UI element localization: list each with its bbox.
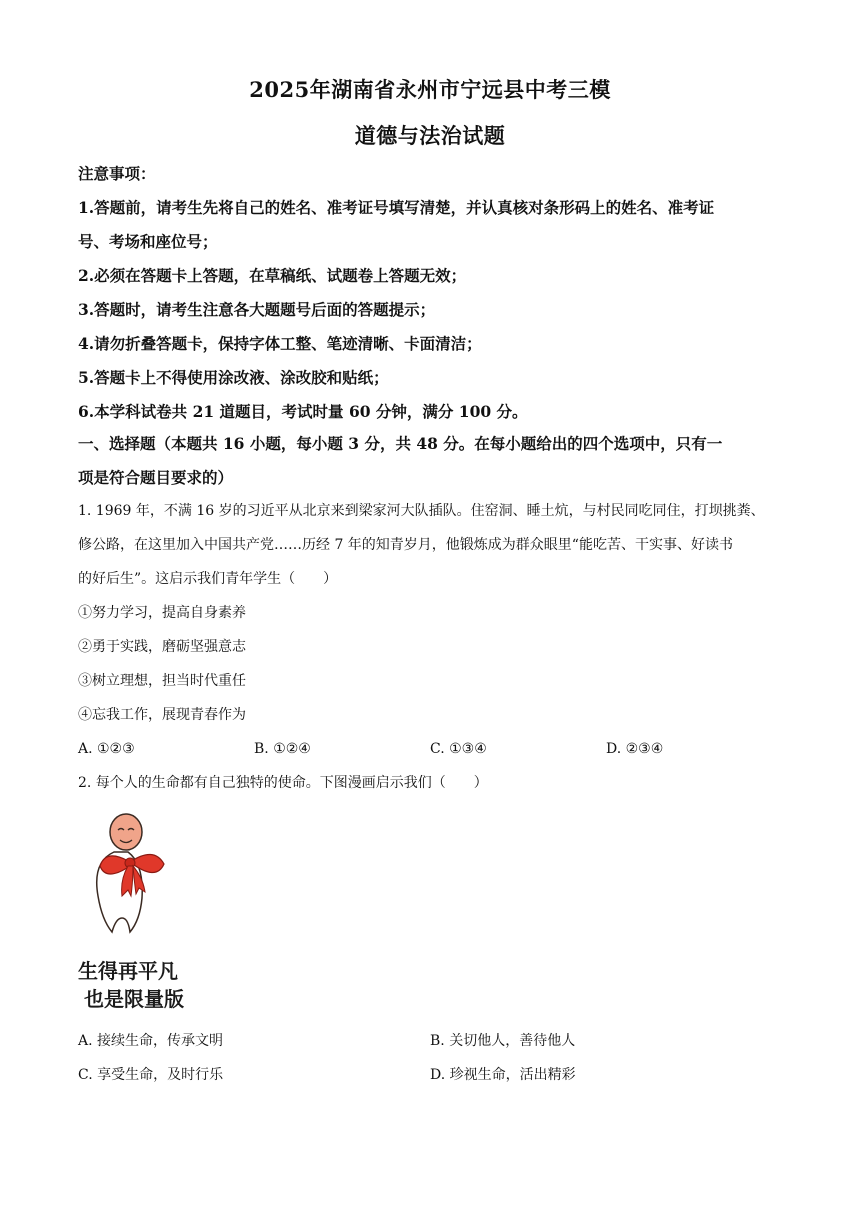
question-1-statement-3: ③树立理想，担当时代重任: [78, 673, 246, 689]
notice-item-3: 3.答题时，请考生注意各大题题号后面的答题提示；: [78, 300, 436, 319]
question-2-option-b: B. 关切他人，善待他人: [430, 1033, 576, 1049]
question-1-option-a: A. ①②③: [78, 741, 135, 757]
question-1-statement-2: ②勇于实践，磨砺坚强意志: [78, 639, 246, 655]
notice-item-1-line-2: 号、考场和座位号；: [78, 232, 218, 251]
notice-item-2: 2.必须在答题卡上答题，在草稿纸、试题卷上答题无效；: [78, 266, 467, 285]
section-1-heading-line-2: 项是符合题目要求的）: [78, 468, 234, 487]
question-2-stem: 2. 每个人的生命都有自己独特的使命。下图漫画启示我们（ ）: [78, 775, 488, 791]
cartoon-caption-line-2: 也是限量版: [84, 987, 184, 1011]
exam-subtitle: 道德与法治试题: [354, 123, 506, 148]
notice-item-5: 5.答题卡上不得使用涂改液、涂改胶和贴纸；: [78, 368, 389, 387]
question-1-stem-line-3: 的好后生”。这启示我们青年学生（ ）: [78, 571, 338, 587]
notice-heading: 注意事项：: [78, 164, 156, 183]
question-1-option-d: D. ②③④: [606, 741, 664, 757]
cartoon-image: [78, 808, 208, 1018]
cartoon-caption-line-1: 生得再平凡: [78, 959, 178, 983]
cartoon-figure-icon: [78, 808, 208, 1018]
question-2-option-a: A. 接续生命，传承文明: [78, 1033, 224, 1049]
notice-item-4: 4.请勿折叠答题卡，保持字体工整、笔迹清晰、卡面清洁；: [78, 334, 482, 353]
exam-title: 2025年湖南省永州市宁远县中考三模: [249, 77, 611, 102]
question-2-option-c: C. 享受生命，及时行乐: [78, 1067, 224, 1083]
section-1-heading-line-1: 一、选择题（本题共 16 小题，每小题 3 分，共 48 分。在每小题给出的四个选项中，只有一: [78, 434, 723, 453]
question-2-option-d: D. 珍视生命，活出精彩: [430, 1067, 576, 1083]
notice-item-6: 6.本学科试卷共 21 道题目，考试时量 60 分钟，满分 100 分。: [78, 402, 528, 421]
question-1-stem-line-2: 修公路，在这里加入中国共产党……历经 7 年的知青岁月，他锻炼成为群众眼里“能吃苦、干实事、好读书: [78, 537, 733, 553]
question-1-statement-1: ①努力学习，提高自身素养: [78, 605, 246, 621]
question-1-option-b: B. ①②④: [254, 741, 311, 757]
notice-item-1-line-1: 1.答题前，请考生先将自己的姓名、准考证号填写清楚，并认真核对条形码上的姓名、准考证: [78, 198, 715, 217]
question-1-stem-line-1: 1. 1969 年，不满 16 岁的习近平从北京来到梁家河大队插队。住窑洞、睡土炕，与村民同吃同住，打坝挑粪、: [78, 503, 765, 519]
question-1-option-c: C. ①③④: [430, 741, 487, 757]
question-1-statement-4: ④忘我工作，展现青春作为: [78, 707, 246, 723]
